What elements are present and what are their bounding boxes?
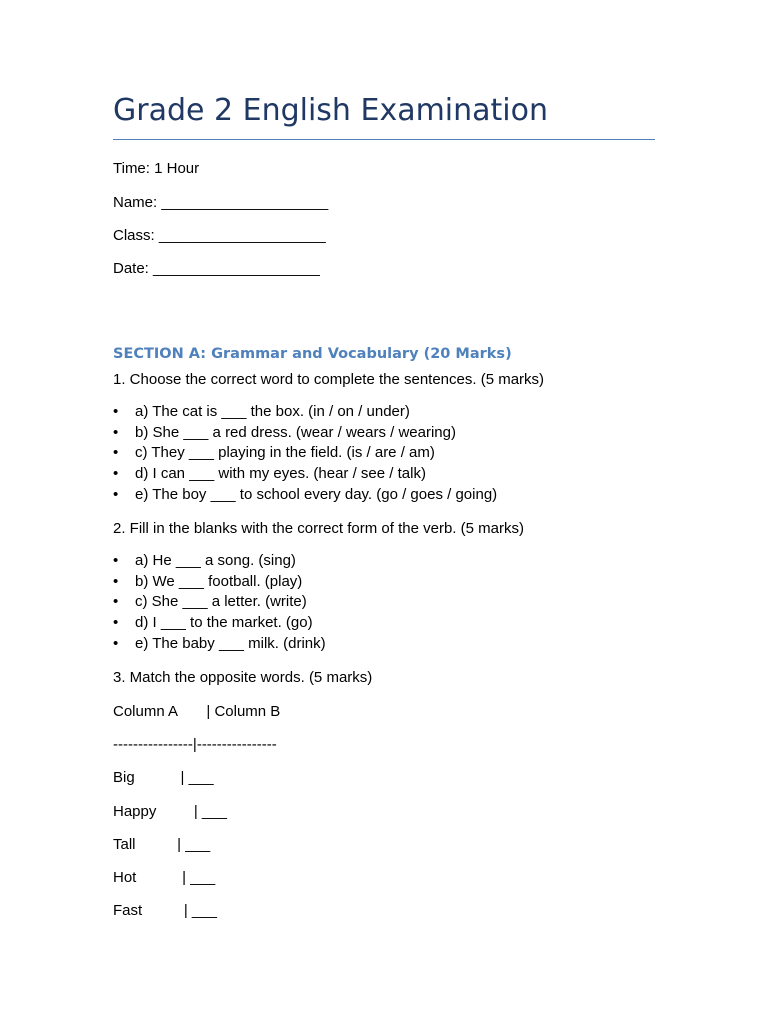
question-3-prompt: 3. Match the opposite words. (5 marks) <box>113 669 373 686</box>
question-1-prompt: 1. Choose the correct word to complete the sentences. (5 marks) <box>113 371 545 388</box>
question-2-list <box>113 551 326 654</box>
match-row: Tall | ___ <box>113 836 211 853</box>
question-2-item: • a) He ___ a song. (sing) <box>113 551 326 572</box>
time-field: Time: 1 Hour <box>113 160 200 177</box>
question-2-item: • d) I ___ to the market. (go) <box>113 613 326 634</box>
question-2-item: • b) We ___ football. (play) <box>113 572 326 593</box>
match-row: Fast | ___ <box>113 902 217 919</box>
question-2-item: • e) The baby ___ milk. (drink) <box>113 634 326 655</box>
match-row: Hot | ___ <box>113 869 216 886</box>
match-row: Big | ___ <box>113 769 214 786</box>
question-2-item: • c) She ___ a letter. (write) <box>113 592 326 613</box>
document-title: Grade 2 English Examination <box>113 93 548 128</box>
class-field: Class: ____________________ <box>113 227 326 244</box>
match-row: Happy | ___ <box>113 803 227 820</box>
match-table-header: Column A | Column B <box>113 703 281 720</box>
date-field: Date: ____________________ <box>113 260 320 277</box>
match-table-divider: ----------------|---------------- <box>113 736 277 753</box>
question-1-list <box>113 402 497 505</box>
question-1-item: • d) I can ___ with my eyes. (hear / see / talk) <box>113 464 497 485</box>
question-1-item: • c) They ___ playing in the field. (is / are / am) <box>113 443 497 464</box>
title-underline <box>113 139 655 140</box>
section-a-heading: SECTION A: Grammar and Vocabulary (20 Marks) <box>113 346 512 362</box>
question-2-prompt: 2. Fill in the blanks with the correct form of the verb. (5 marks) <box>113 520 524 537</box>
question-1-item: • e) The boy ___ to school every day. (go / goes / going) <box>113 485 497 506</box>
question-1-item: • b) She ___ a red dress. (wear / wears / wearing) <box>113 423 497 444</box>
question-1-item: • a) The cat is ___ the box. (in / on / under) <box>113 402 497 423</box>
name-field: Name: ____________________ <box>113 194 329 211</box>
